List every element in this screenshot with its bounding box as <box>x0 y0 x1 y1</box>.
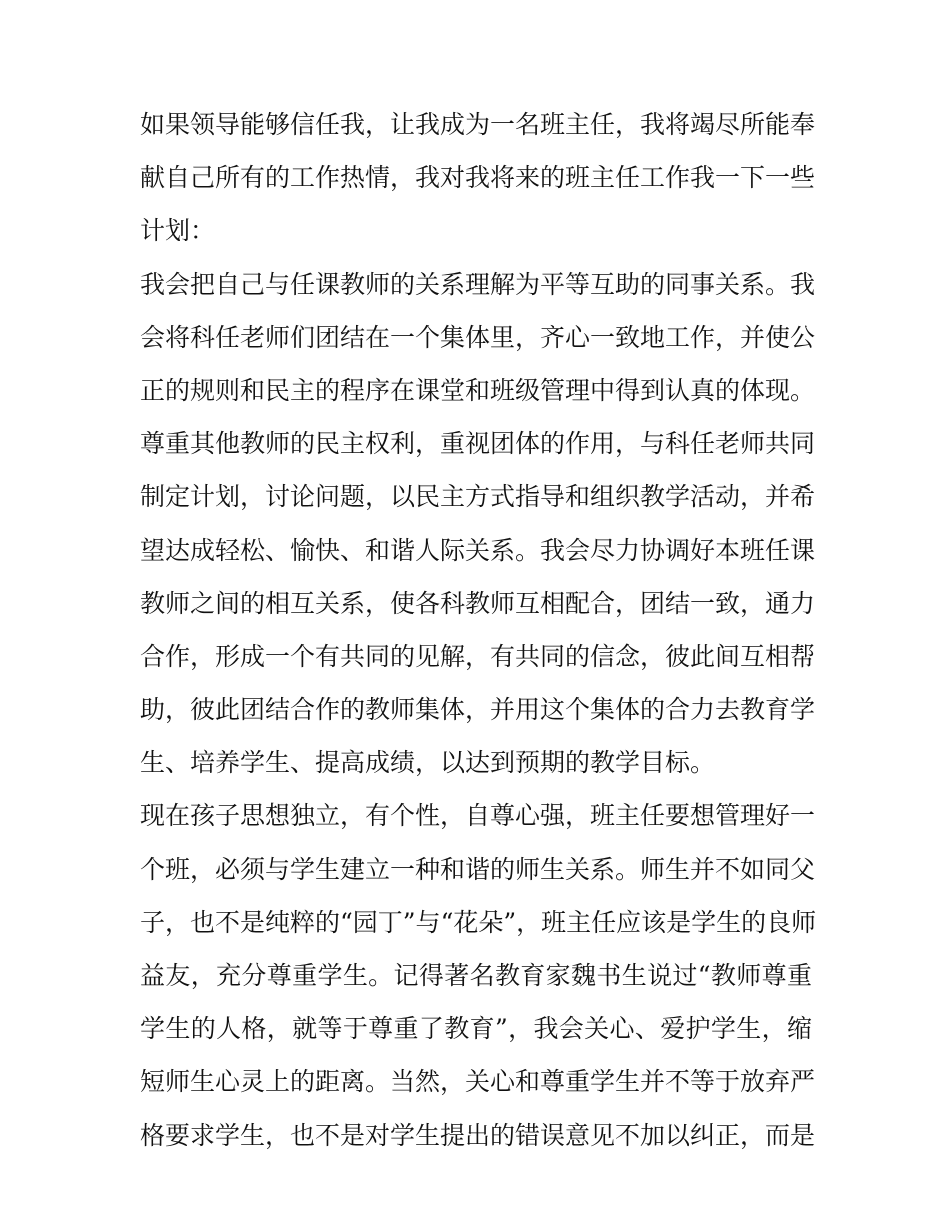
text-line: 教师之间的相互关系，使各科教师互相配合，团结一致，通力 <box>140 588 816 618</box>
text-line: 计划： <box>140 216 216 246</box>
text-line: 学生的人格，就等于尊重了教育”，我会关心、爱护学生，缩 <box>140 1014 812 1044</box>
text-line: 助，彼此团结合作的教师集体，并用这个集体的合力去教育学 <box>140 695 816 725</box>
text-line: 短师生心灵上的距离。当然，关心和尊重学生并不等于放弃严 <box>140 1067 816 1097</box>
text-line: 个班，必须与学生建立一种和谐的师生关系。师生并不如同父 <box>140 854 816 884</box>
text-line: 合作，形成一个有共同的见解，有共同的信念，彼此间互相帮 <box>140 641 816 671</box>
paragraph-colleague-relations <box>140 258 816 790</box>
text-line: 子，也不是纯粹的“园丁”与“花朵”，班主任应该是学生的良师 <box>140 907 817 937</box>
text-line: 生、培养学生、提高成绩，以达到预期的教学目标。 <box>140 748 716 778</box>
text-line: 正的规则和民主的程序在课堂和班级管理中得到认真的体现。 <box>140 375 816 405</box>
body-text <box>140 98 817 1162</box>
text-line: 格要求学生，也不是对学生提出的错误意见不加以纠正，而是 <box>140 1120 816 1150</box>
text-line: 望达成轻松、愉快、和谐人际关系。我会尽力协调好本班任课 <box>140 535 816 565</box>
paragraph-student-relations <box>140 789 817 1161</box>
text-line: 益友，充分尊重学生。记得著名教育家魏书生说过“教师尊重 <box>140 961 812 990</box>
text-line: 尊重其他教师的民主权利，重视团体的作用，与科任老师共同 <box>140 429 816 459</box>
text-line: 制定计划，讨论问题，以民主方式指导和组织教学活动，并希 <box>140 482 816 512</box>
paragraph-teacher-plan-intro <box>140 98 816 258</box>
text-line: 献自己所有的工作热情，我对我将来的班主任工作我一下一些 <box>140 163 816 193</box>
text-line: 我会把自己与任课教师的关系理解为平等互助的同事关系。我 <box>140 269 816 299</box>
text-line: 现在孩子思想独立，有个性，自尊心强，班主任要想管理好一 <box>140 801 816 831</box>
text-line: 如果领导能够信任我，让我成为一名班主任，我将竭尽所能奉 <box>140 110 816 139</box>
text-line: 会将科任老师们团结在一个集体里，齐心一致地工作，并使公 <box>140 322 816 352</box>
